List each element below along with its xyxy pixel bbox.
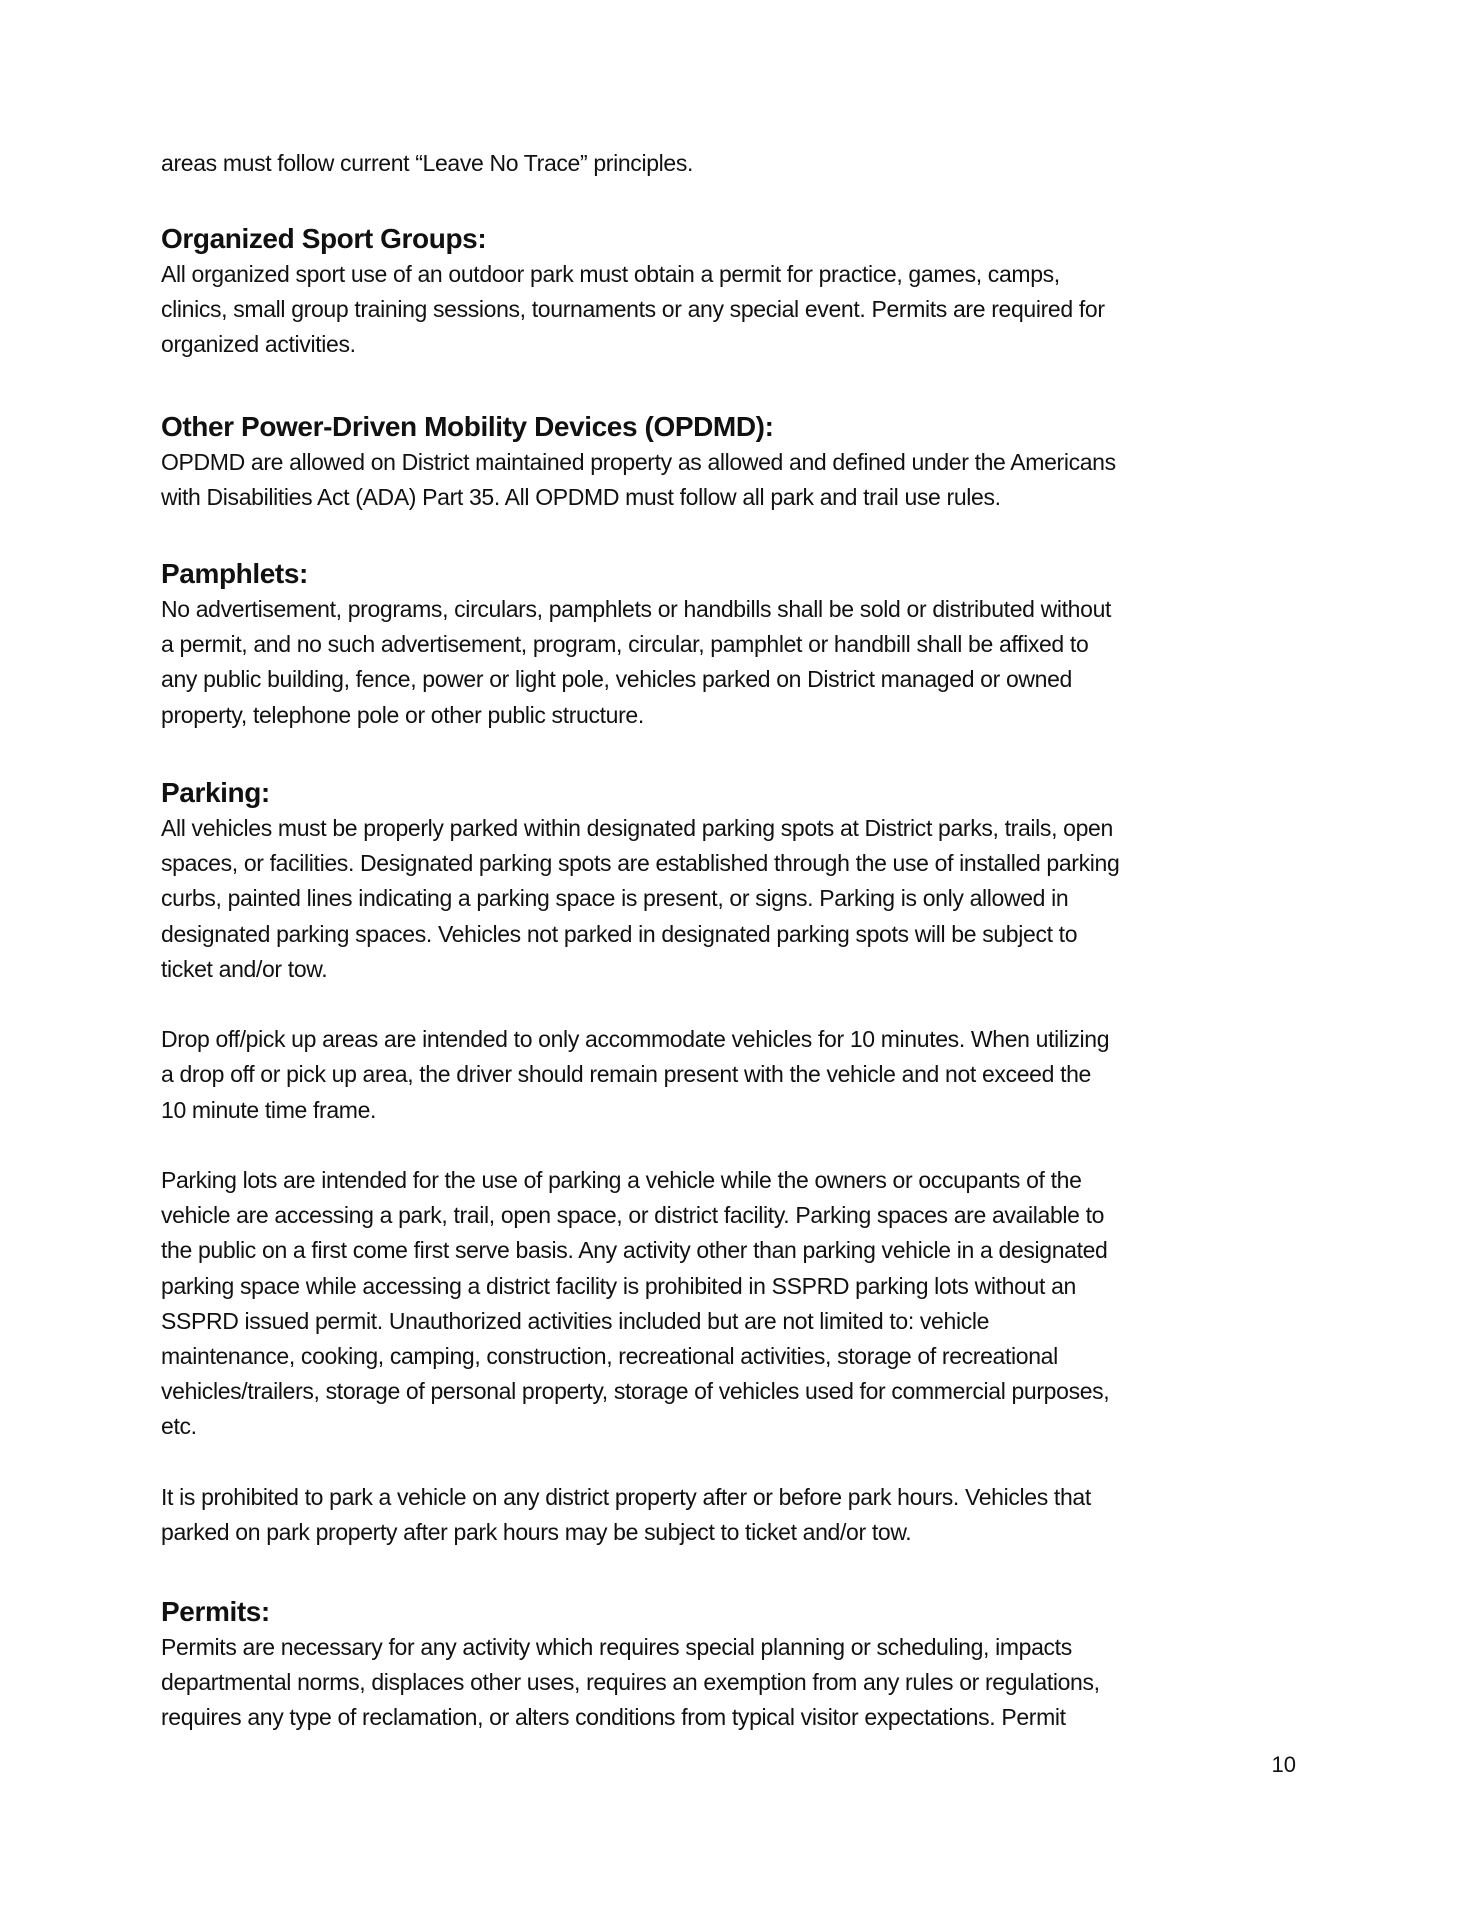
text-line: maintenance, cooking, camping, construction, recreational activities, storage of recreational [161, 1343, 1058, 1370]
text-line: Permits are necessary for any activity which requires special planning or scheduling, impacts [161, 1634, 1072, 1660]
page-number: 10 [1271, 1752, 1296, 1777]
text-line: clinics, small group training sessions, tournaments or any special event. Permits are required for [161, 296, 1105, 323]
text-line: designated parking spaces. Vehicles not parked in designated parking spots will be subject to [161, 920, 1078, 947]
text-line: 10 minute time frame. [161, 1096, 377, 1123]
section-permits [161, 1594, 1100, 1736]
text-line: All organized sport use of an outdoor park must obtain a permit for practice, games, camps, [161, 261, 1060, 287]
section-parking [161, 775, 1119, 1550]
text-line: spaces, or facilities. Designated parking spots are established through the use of installed parking [161, 850, 1120, 877]
text-line: OPDMD are allowed on District maintained property as allowed and defined under the Americans [161, 449, 1116, 475]
section-heading: Other Power-Driven Mobility Devices (OPDMD): [161, 411, 774, 442]
text-line: departmental norms, displaces other uses, requires an exemption from any rules or regulations, [161, 1669, 1100, 1696]
text-line: with Disabilities Act (ADA) Part 35. All OPDMD must follow all park and trail use rules. [161, 484, 1001, 511]
section-heading: Permits: [161, 1596, 270, 1627]
section-pamphlets [161, 556, 1111, 733]
text-line: property, telephone pole or other public structure. [161, 701, 644, 728]
section-opdmd [161, 409, 1116, 515]
text-line: a drop off or pick up area, the driver should remain present with the vehicle and not exceed the [161, 1061, 1091, 1088]
text-line: ticket and/or tow. [161, 955, 328, 982]
section-heading: Organized Sport Groups: [161, 223, 487, 254]
text-line: parked on park property after park hours may be subject to ticket and/or tow. [161, 1519, 912, 1546]
section-heading: Pamphlets: [161, 558, 308, 589]
text-line: areas must follow current “Leave No Trace” principles. [161, 150, 694, 176]
section-heading: Parking: [161, 777, 270, 808]
text-line: a permit, and no such advertisement, program, circular, pamphlet or handbill shall be affixed to [161, 631, 1089, 658]
text-line: any public building, fence, power or light pole, vehicles parked on District managed or owned [161, 666, 1072, 693]
text-line: the public on a first come first serve basis. Any activity other than parking vehicle in a designated [161, 1237, 1108, 1264]
text-line: organized activities. [161, 331, 356, 358]
text-line: All vehicles must be properly parked within designated parking spots at District parks, trails, open [161, 815, 1113, 841]
section-organized-sport-groups [161, 221, 1105, 363]
intro-paragraph [161, 146, 693, 181]
text-line: SSPRD issued permit. Unauthorized activities included but are not limited to: vehicle [161, 1307, 990, 1334]
text-line: No advertisement, programs, circulars, pamphlets or handbills shall be sold or distributed without [161, 596, 1112, 622]
text-line: etc. [161, 1413, 197, 1440]
text-line: vehicle are accessing a park, trail, open space, or district facility. Parking spaces are available to [161, 1202, 1105, 1229]
text-line: curbs, painted lines indicating a parking space is present, or signs. Parking is only allowed in [161, 885, 1069, 912]
text-line: Drop off/pick up areas are intended to only accommodate vehicles for 10 minutes. When utilizing [161, 1026, 1110, 1053]
text-line: vehicles/trailers, storage of personal property, storage of vehicles used for commercial purposes, [161, 1378, 1110, 1405]
text-line: requires any type of reclamation, or alters conditions from typical visitor expectations. Permit [161, 1704, 1066, 1731]
text-line: Parking lots are intended for the use of parking a vehicle while the owners or occupants of the [161, 1167, 1082, 1194]
text-line: It is prohibited to park a vehicle on any district property after or before park hours. Vehicles that [161, 1483, 1091, 1510]
text-line: parking space while accessing a district facility is prohibited in SSPRD parking lots without an [161, 1272, 1076, 1299]
